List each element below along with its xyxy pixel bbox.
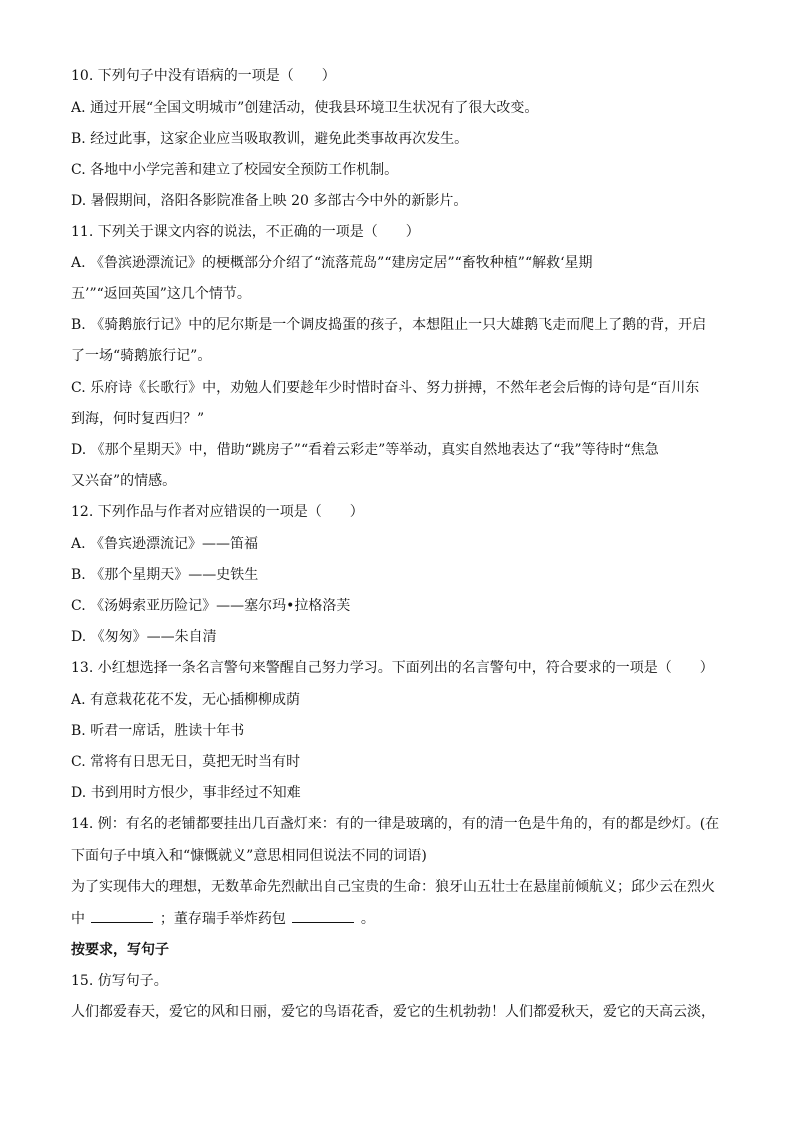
section-title: 按要求，写句子	[71, 942, 169, 958]
q13-option-d: D. 书到用时方恨少，事非经过不知难	[71, 785, 301, 801]
q15-stem: 15. 仿写句子。	[71, 973, 168, 989]
q13-option-a: A. 有意栽花花不发，无心插柳柳成荫	[71, 692, 301, 708]
q12-option-a: A. 《鲁宾逊漂流记》——笛福	[71, 536, 259, 552]
q10-option-a: A. 通过开展“全国文明城市”创建活动，使我县环境卫生状况有了很大改变。	[71, 100, 539, 116]
q11-option-d-line1: D. 《那个星期天》中，借助“跳房子”“看着云彩走”等举动，真实自然地表达了“我”等待时“焦急	[71, 442, 659, 458]
q14-blank-2[interactable]	[292, 908, 354, 923]
q10-option-c: C. 各地中小学完善和建立了校园安全预防工作机制。	[71, 162, 399, 178]
q14-line4	[71, 908, 731, 929]
q12-option-b: B. 《那个星期天》——史铁生	[71, 567, 259, 583]
q15-line1: 人们都爱春天，爱它的风和日丽，爱它的鸟语花香，爱它的生机勃勃！人们都爱秋天，爱它的天高云淡，	[71, 1004, 715, 1020]
q11-option-c-line2: 到海，何时复西归？”	[71, 411, 205, 427]
q14-blank-1[interactable]	[91, 908, 153, 923]
q11-stem: 11. 下列关于课文内容的说法，不正确的一项是（ ）	[71, 224, 420, 240]
q10-stem: 10. 下列句子中没有语病的一项是（ ）	[71, 68, 336, 84]
q11-option-b-line2: 了一场“骑鹅旅行记”。	[71, 348, 212, 364]
q11-option-c-line1: C. 乐府诗《长歌行》中，劝勉人们要趁年少时惜时奋斗、努力拼搏，不然年老会后悔的诗句是“百川东	[71, 380, 700, 396]
q10-option-b: B. 经过此事，这家企业应当吸取教训，避免此类事故再次发生。	[71, 131, 469, 147]
q14-line4-end: 。	[360, 911, 375, 927]
q14-line4-start: 中	[71, 911, 85, 927]
q11-option-a-line2: 五’”“返回英国”这几个情节。	[71, 286, 251, 302]
q11-option-a-line1: A. 《鲁滨逊漂流记》的梗概部分介绍了“流落荒岛”“建房定居”“畜牧种植”“解救‘星期	[71, 255, 593, 271]
q13-option-b: B. 听君一席话，胜读十年书	[71, 723, 245, 739]
q12-stem: 12. 下列作品与作者对应错误的一项是（ ）	[71, 504, 364, 520]
q12-option-d: D. 《匆匆》——朱自清	[71, 629, 217, 645]
q13-stem: 13. 小红想选择一条名言警句来警醒自己努力学习。下面列出的名言警句中，符合要求的一项是（ ）	[71, 660, 714, 676]
q11-option-d-line2: 又兴奋”的情感。	[71, 473, 177, 489]
q12-option-c: C. 《汤姆索亚历险记》——塞尔玛•拉格洛芙	[71, 598, 351, 614]
q11-option-b-line1: B. 《骑鹅旅行记》中的尼尔斯是一个调皮捣蛋的孩子，本想阻止一只大雄鹅飞走而爬上了鹅的背，开启	[71, 317, 707, 333]
q10-option-d: D. 暑假期间，洛阳各影院准备上映 20 多部古今中外的新影片。	[71, 193, 468, 209]
q14-line4-middle: ；董存瑞手举炸药包	[159, 911, 286, 927]
q14-line3: 为了实现伟大的理想，无数革命先烈献出自己宝贵的生命：狼牙山五壮士在悬崖前倾航义；邱少云在烈火	[71, 879, 715, 895]
q14-line2: 下面句子中填入和“慷慨就义”意思相同但说法不同的词语)	[71, 848, 427, 864]
q14-line1: 14. 例：有名的老铺都要挂出几百盏灯来：有的一律是玻璃的，有的清一色是牛角的，有的都是纱灯。(在	[71, 816, 720, 832]
q13-option-c: C. 常将有日思无日，莫把无时当有时	[71, 754, 301, 770]
